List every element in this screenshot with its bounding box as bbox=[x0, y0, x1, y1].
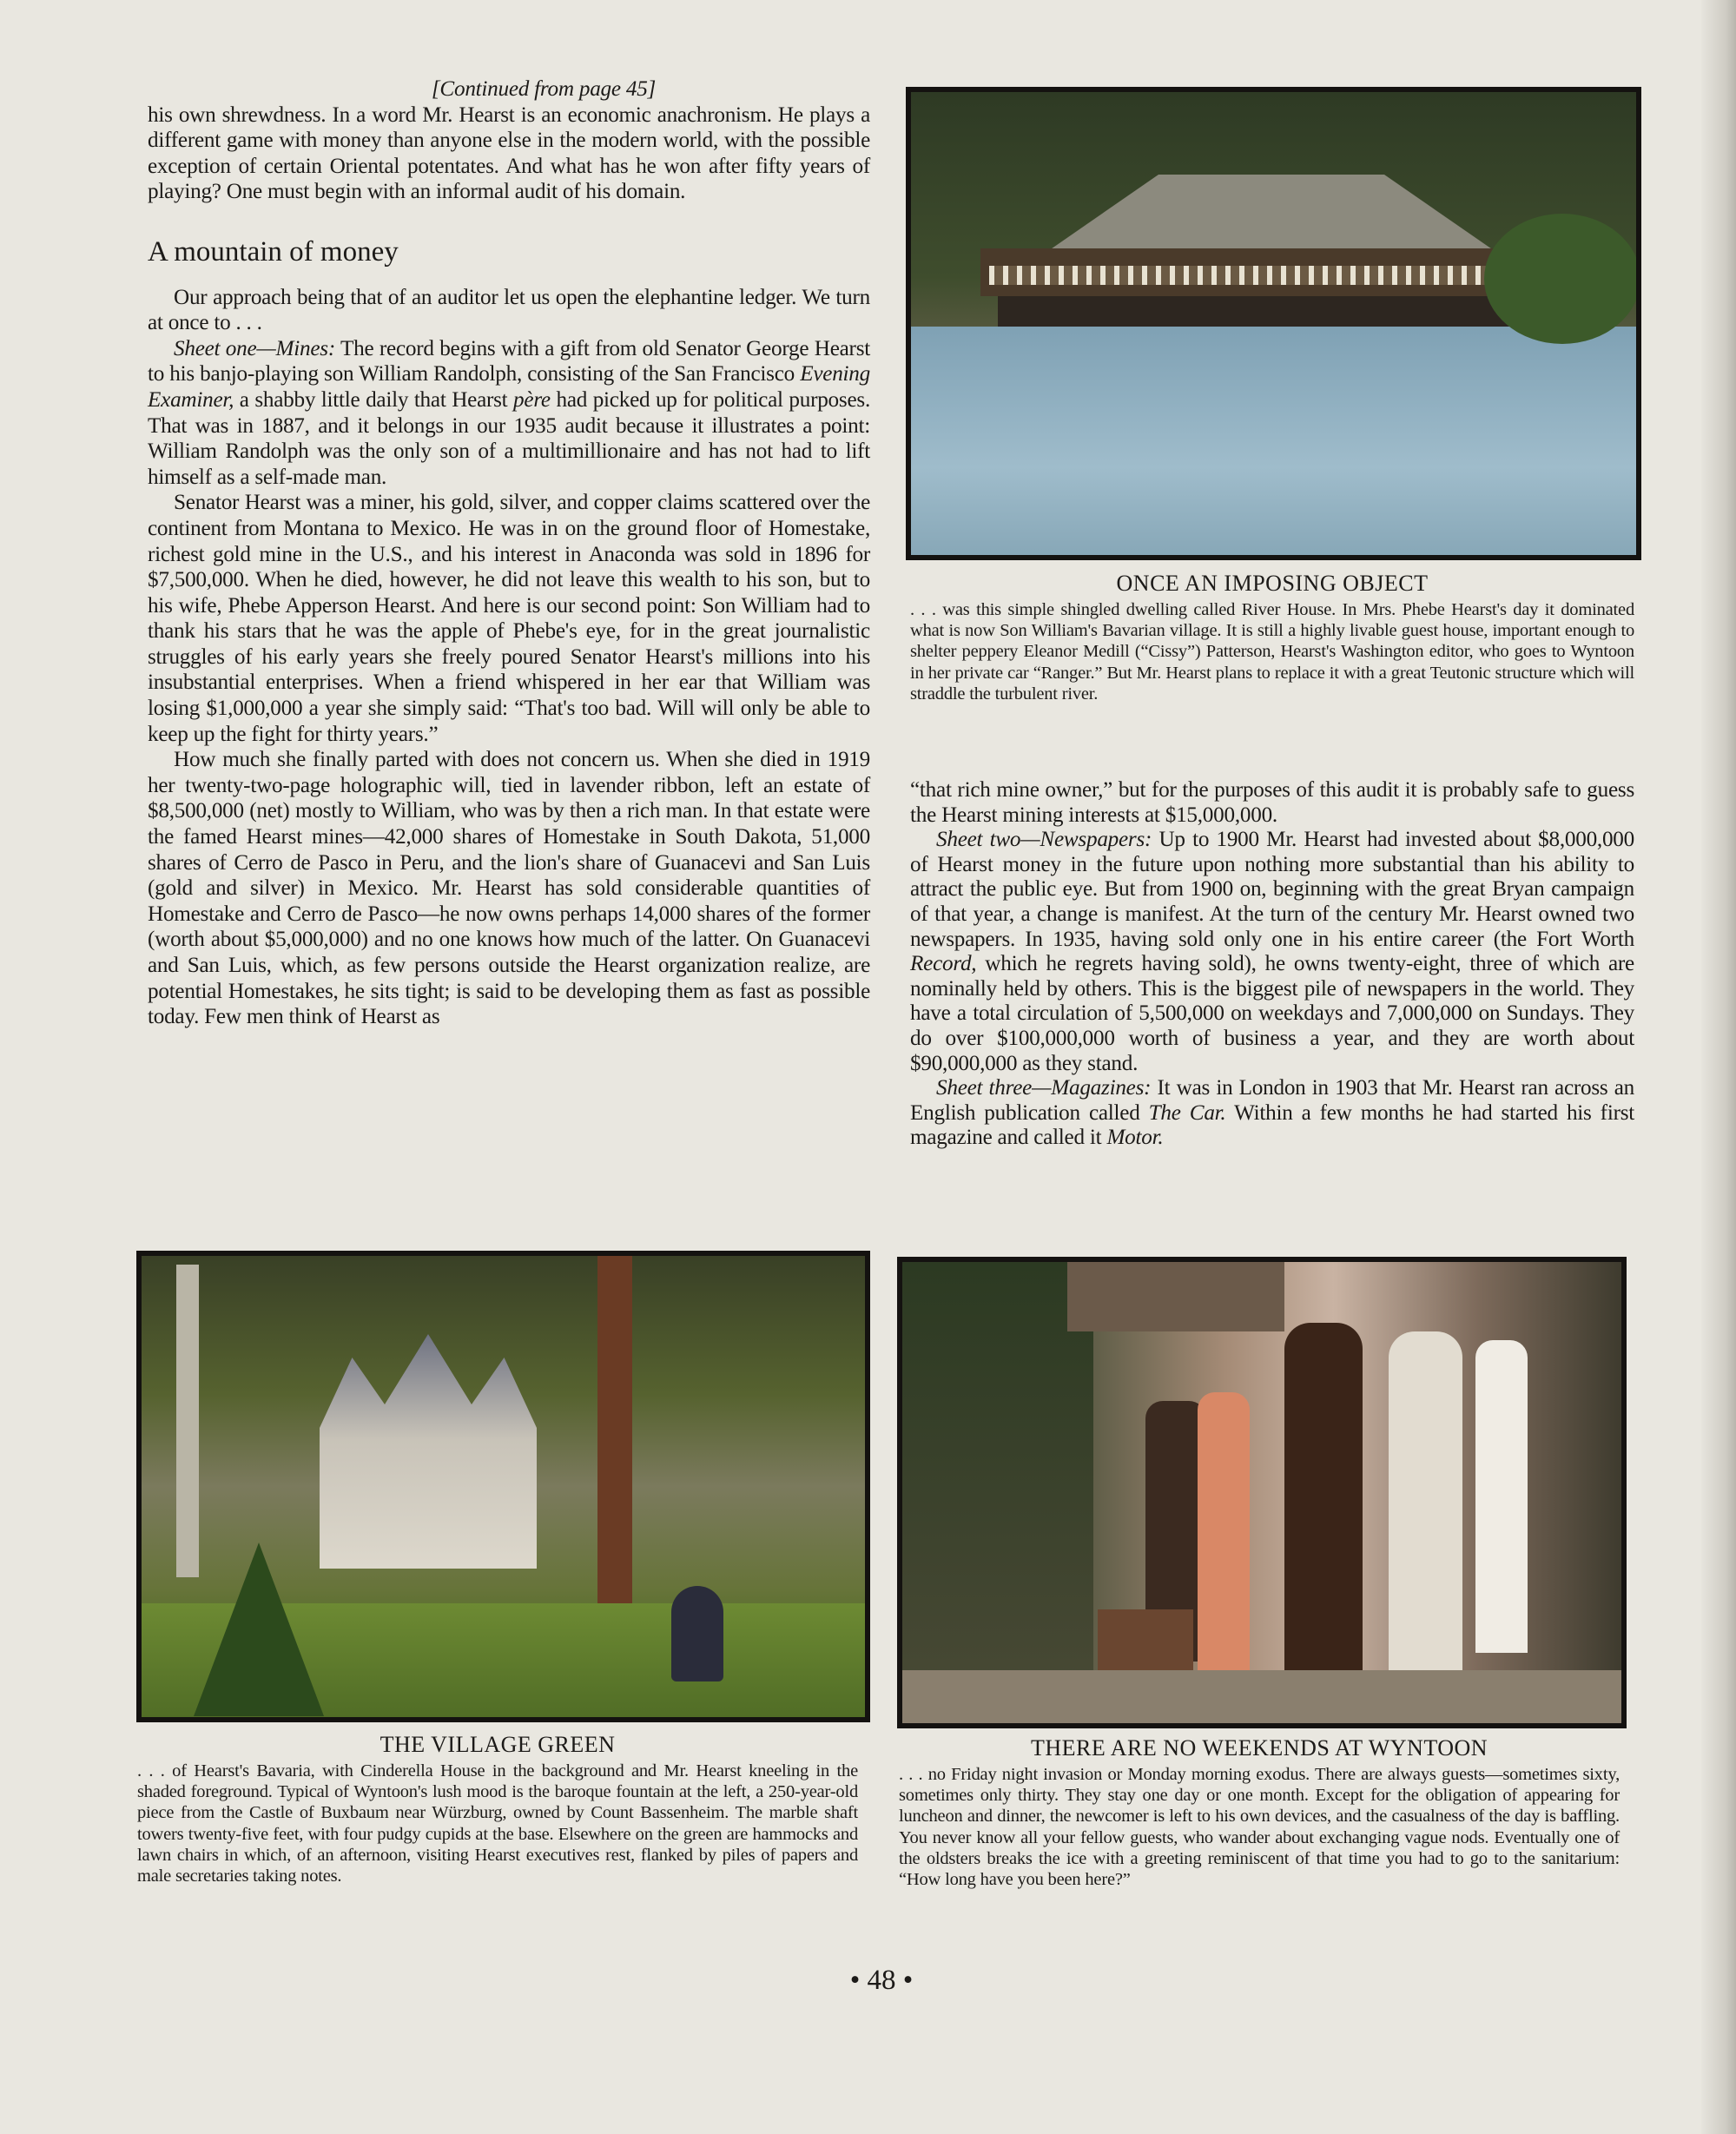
caption-no-weekends bbox=[899, 1734, 1620, 1890]
italic-text: Motor. bbox=[1106, 1126, 1164, 1150]
caption-text: . . . no Friday night invasion or Monday morning exodus. There are always guests—sometimes sixty, sometimes only thirty. They stay one day or one month. Except for the obligation of appearing for luncheon and dinner, the newcomer is left to his own devices, and the casualness of the day is baffling. You never know all your fellow guests, who wander about exchanging vague nods. Eventually one of the oldsters breaks the ice with a greeting reminiscent of that time you had to go to the sanitarium: “How long have you been here?” bbox=[899, 1765, 1620, 1890]
text-run: Within a few months he had started his first magazine and called it bbox=[910, 1100, 1635, 1150]
photo-guests-wyntoon bbox=[897, 1257, 1627, 1728]
text-run: How much she finally parted with does not concern us. When she died in 1919 her twenty-two-page holographic will, tied in lavender ribbon, left an estate of $8,500,000 (net) mostly to William, who was by then a rich man. In that estate were the famed Hearst mines—42,000 shares of Homestake in South Dakota, 51,000 shares of Cerro de Pasco in Peru, and the lion's share of Guanacevi and San Luis (gold and silver) in Mexico. Mr. Hearst has sold considerable quantities of Homestake and Cerro de Pasco—he now owns perhaps 14,000 shares of the former (worth about $5,000,000) and no one knows how much of the latter. On Guanacevi and San Luis, which, as few persons outside the Hearst organization realize, are potential Homestakes, he sits tight; is said to be developing them as fast as possible today. Few men think of Hearst as bbox=[148, 748, 870, 1029]
italic-text: The Car. bbox=[1148, 1100, 1226, 1125]
italic-text: père bbox=[513, 387, 551, 412]
text-run: a shabby little daily that Hearst bbox=[234, 387, 514, 412]
section-heading: A mountain of money bbox=[148, 235, 399, 268]
intro-paragraph bbox=[148, 102, 870, 205]
photo-river-house bbox=[906, 87, 1641, 560]
page-number: • 48 • bbox=[849, 1965, 914, 1996]
body-paragraph bbox=[148, 490, 870, 747]
body-paragraph bbox=[148, 747, 870, 1030]
text-run: his own shrewdness. In a word Mr. Hearst is an economic anachronism. He plays a different game with money than anyone else in the modern world, with the possible exception of certain Oriental potentates. And what has he won after fifty years of playing? One must begin with an informal audit of his domain. bbox=[148, 102, 870, 204]
text-run: Up to 1900 Mr. Hearst had invested about $8,000,000 of Hearst money in the future upon nothing more substantial than his ability to attract the public eye. But from 1900 on, beginning with the great Bryan campaign of that year, a change is manifest. At the turn of the century Mr. Hearst owned two newspapers. In 1935, having sold only one in his entire career (the Fort Worth bbox=[910, 828, 1634, 951]
text-run: Our approach being that of an auditor let us open the elephantine ledger. We turn at once to . . . bbox=[148, 285, 870, 335]
caption-title: ONCE AN IMPOSING OBJECT bbox=[1116, 571, 1429, 596]
page-edge-shadow bbox=[1701, 0, 1736, 2134]
continued-note: [Continued from page 45] bbox=[431, 77, 657, 101]
text-run: had picked up for political purposes. That was in 1887, and it belongs in our 1935 audit because it illustrates a point: William Randolph was the only son of a multimillionaire and has not had to lift himself as a self-made man. bbox=[148, 387, 870, 489]
caption-river-house bbox=[910, 570, 1634, 704]
italic-text: Sheet two—Newspapers: bbox=[936, 828, 1152, 852]
text-run: “that rich mine owner,” but for the purposes of this audit it is probably safe to guess the Hearst mining interests at $15,000,000. bbox=[910, 778, 1634, 827]
body-paragraph bbox=[910, 778, 1634, 828]
italic-text: Evening Examiner, bbox=[148, 362, 870, 412]
italic-text: Record, bbox=[910, 952, 977, 976]
body-paragraph bbox=[148, 285, 870, 336]
body-paragraph bbox=[910, 828, 1634, 1076]
body-paragraph bbox=[910, 1076, 1634, 1151]
caption-title: THE VILLAGE GREEN bbox=[380, 1732, 616, 1757]
caption-title: THERE ARE NO WEEKENDS AT WYNTOON bbox=[1030, 1735, 1488, 1761]
caption-village-green bbox=[137, 1731, 858, 1886]
italic-text: Sheet three—Magazines: bbox=[936, 1076, 1152, 1100]
caption-text: . . . was this simple shingled dwelling called River House. In Mrs. Phebe Hearst's day it dominated what is now Son William's Bavarian village. It is still a highly livable guest house, important enough to shelter peppery Eleanor Medill (“Cissy”) Patterson, Hearst's Washington editor, who goes to Wyntoon in her private car “Ranger.” But Mr. Hearst plans to replace it with a great Teutonic structure which will straddle the turbulent river. bbox=[910, 600, 1634, 704]
body-paragraph bbox=[148, 336, 870, 491]
text-run: which he regrets having sold), he owns twenty-eight, three of which are nominally held by others. This is the biggest pile of newspapers in the world. They have a total circulation of 5,500,000 on weekdays and 7,000,000 on Sundays. They do over $100,000,000 worth of business a year, and they are worth about $90,000,000 as they stand. bbox=[910, 952, 1634, 1075]
italic-text: Sheet one—Mines: bbox=[174, 336, 335, 360]
caption-text: . . . of Hearst's Bavaria, with Cinderella House in the background and Mr. Hearst kneeling in the shaded foreground. Typical of Wyntoon's lush mood is the baroque fountain at the left, a 250-year-old piece from the Castle of Buxbaum near Würzburg, owned by Count Bassenheim. The marble shaft towers twenty-five feet, with four pudgy cupids at the base. Elsewhere on the green are hammocks and lawn chairs in which, of an afternoon, visiting Hearst executives rest, flanked by piles of papers and male secretaries taking notes. bbox=[137, 1761, 858, 1886]
text-run: The record begins with a gift from old Senator George Hearst to his banjo-playing son William Randolph, consisting of the San Francisco bbox=[148, 336, 870, 386]
text-run: Senator Hearst was a miner, his gold, silver, and copper claims scattered over the continent from Montana to Mexico. He was in on the ground floor of Homestake, richest gold mine in the U.S., and his interest in Anaconda was sold in 1896 for $7,500,000. When he died, however, he did not leave this wealth to his son, but to his wife, Phebe Apperson Hearst. And here is our second point: Son William had to thank his stars that he was the apple of Phebe's eye, for in the great journalistic struggles of his early years she freely poured Senator Hearst's millions into his insubstantial enterprises. When a friend whispered in her ear that William was losing $1,000,000 a year she simply said: “That's too bad. Will will only be able to keep up the fight for thirty years.” bbox=[148, 491, 870, 746]
photo-village-green bbox=[136, 1251, 870, 1722]
text-run: It was in London in 1903 that Mr. Hearst ran across an English publication called bbox=[910, 1076, 1634, 1125]
left-text-column bbox=[148, 76, 870, 1030]
right-text-column bbox=[910, 778, 1634, 1151]
